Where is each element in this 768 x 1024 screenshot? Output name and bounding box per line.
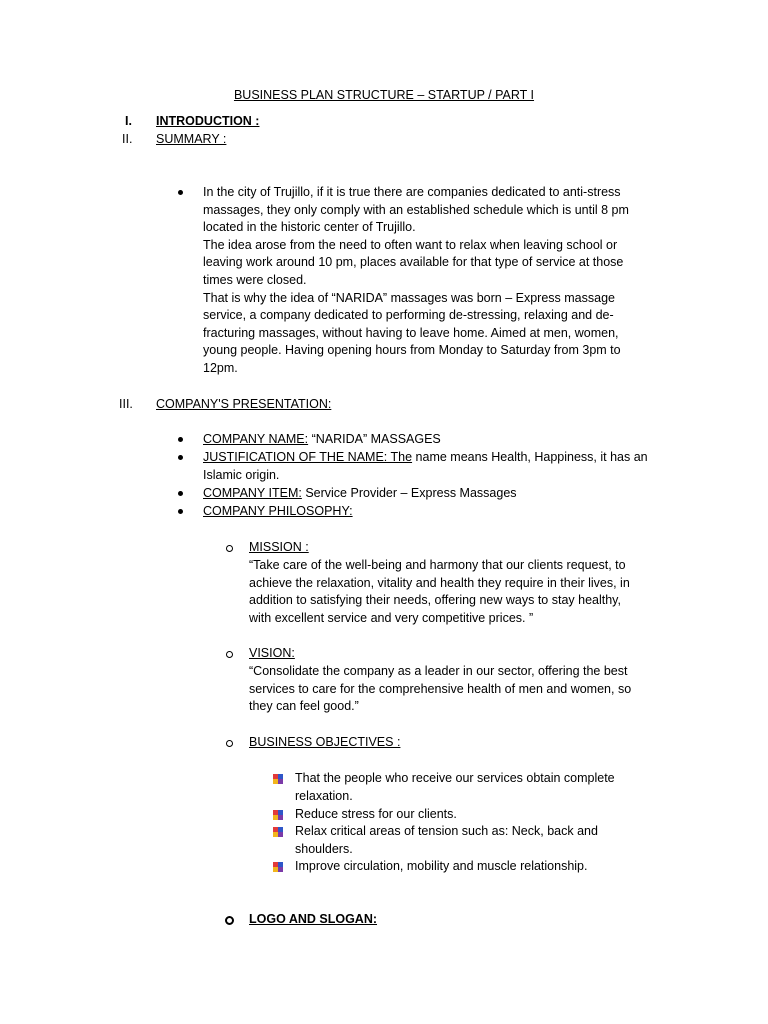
- vision-line: “Consolidate the company as a leader in our sector, offering the best: [249, 664, 628, 678]
- company-name-bullet: [178, 437, 183, 442]
- justification-item: [203, 449, 648, 467]
- quadrant-bullet-icon: [273, 810, 283, 820]
- mission-heading: MISSION :: [249, 540, 309, 554]
- company-name-value: “NARIDA” MASSAGES: [308, 432, 441, 446]
- summary-line: 12pm.: [203, 360, 238, 375]
- summary-line: The idea arose from the need to often want to relax when leaving school or: [203, 237, 618, 252]
- section-number-presentation: III.: [119, 397, 133, 411]
- vision-heading: VISION:: [249, 646, 295, 660]
- company-philosophy-label: COMPANY PHILOSOPHY:: [203, 504, 353, 518]
- objectives-heading: BUSINESS OBJECTIVES :: [249, 735, 401, 749]
- summary-line: That is why the idea of “NARIDA” massages was born – Express massage: [203, 290, 615, 305]
- objective-item: That the people who receive our services obtain complete: [295, 771, 615, 785]
- summary-line: massages, they only comply with an established schedule which is until 8 pm: [203, 202, 629, 217]
- summary-line: leaving work around 10 pm, places available for that type of service at those: [203, 255, 624, 270]
- summary-line: service, a company dedicated to performing de-stressing, relaxing and de-: [203, 308, 614, 323]
- objective-item: Improve circulation, mobility and muscle relationship.: [295, 859, 588, 873]
- mission-line: achieve the relaxation, vitality and health they require in their lives, in: [249, 575, 630, 590]
- justification-value-cont: Islamic origin.: [203, 468, 280, 482]
- summary-text: [203, 184, 629, 378]
- objective-item-cont: shoulders.: [295, 842, 353, 856]
- summary-line: times were closed.: [203, 272, 307, 287]
- mission-circle-bullet: [226, 545, 233, 552]
- section-number-summary: II.: [122, 132, 133, 146]
- quadrant-bullet-icon: [273, 862, 283, 872]
- objective-item-cont: relaxation.: [295, 789, 353, 803]
- logo-slogan-heading: LOGO AND SLOGAN:: [249, 912, 378, 926]
- justification-label: JUSTIFICATION OF THE NAME: The: [203, 450, 413, 464]
- logo-circle-bullet: [225, 916, 234, 925]
- summary-line: young people. Having opening hours from Monday to Saturday from 3pm to: [203, 343, 621, 358]
- document-title: BUSINESS PLAN STRUCTURE – STARTUP / PART I: [233, 88, 535, 102]
- section-heading-summary: SUMMARY :: [156, 132, 227, 146]
- company-item-label: COMPANY ITEM:: [203, 486, 302, 500]
- vision-line: they can feel good.”: [249, 699, 359, 714]
- company-name-item: [203, 431, 441, 449]
- section-number-intro: I.: [125, 114, 132, 128]
- objectives-circle-bullet: [226, 740, 233, 747]
- company-item-bullet: [178, 491, 183, 496]
- summary-line: In the city of Trujillo, if it is true there are companies dedicated to anti-stress: [203, 185, 621, 199]
- philosophy-bullet: [178, 509, 183, 514]
- summary-line: fracturing massages, without having to leave home. Aimed at men, women,: [203, 325, 619, 340]
- company-name-label: COMPANY NAME:: [203, 432, 309, 446]
- vision-circle-bullet: [226, 651, 233, 658]
- objective-item: Relax critical areas of tension such as: Neck, back and: [295, 824, 598, 838]
- quadrant-bullet-icon: [273, 774, 283, 784]
- company-item-value: Service Provider – Express Massages: [301, 486, 517, 500]
- section-heading-intro: INTRODUCTION :: [156, 114, 260, 128]
- mission-text: [249, 557, 630, 627]
- vision-line: services to care for the comprehensive health of men and women, so: [249, 681, 632, 696]
- objective-item: Reduce stress for our clients.: [295, 807, 457, 821]
- mission-line: addition to satisfying their needs, offering new ways to stay healthy,: [249, 593, 621, 608]
- mission-line: “Take care of the well-being and harmony that our clients request, to: [249, 558, 626, 572]
- justification-value: name means Health, Happiness, it has an: [412, 450, 648, 464]
- summary-line: located in the historic center of Trujillo.: [203, 220, 416, 235]
- summary-bullet: [178, 190, 183, 195]
- quadrant-bullet-icon: [273, 827, 283, 837]
- vision-text: [249, 663, 631, 716]
- justification-bullet: [178, 455, 183, 460]
- section-heading-presentation: COMPANY'S PRESENTATION:: [156, 397, 332, 411]
- company-item-item: [203, 485, 517, 503]
- mission-line: with excellent service and very competitive prices. ”: [249, 610, 534, 625]
